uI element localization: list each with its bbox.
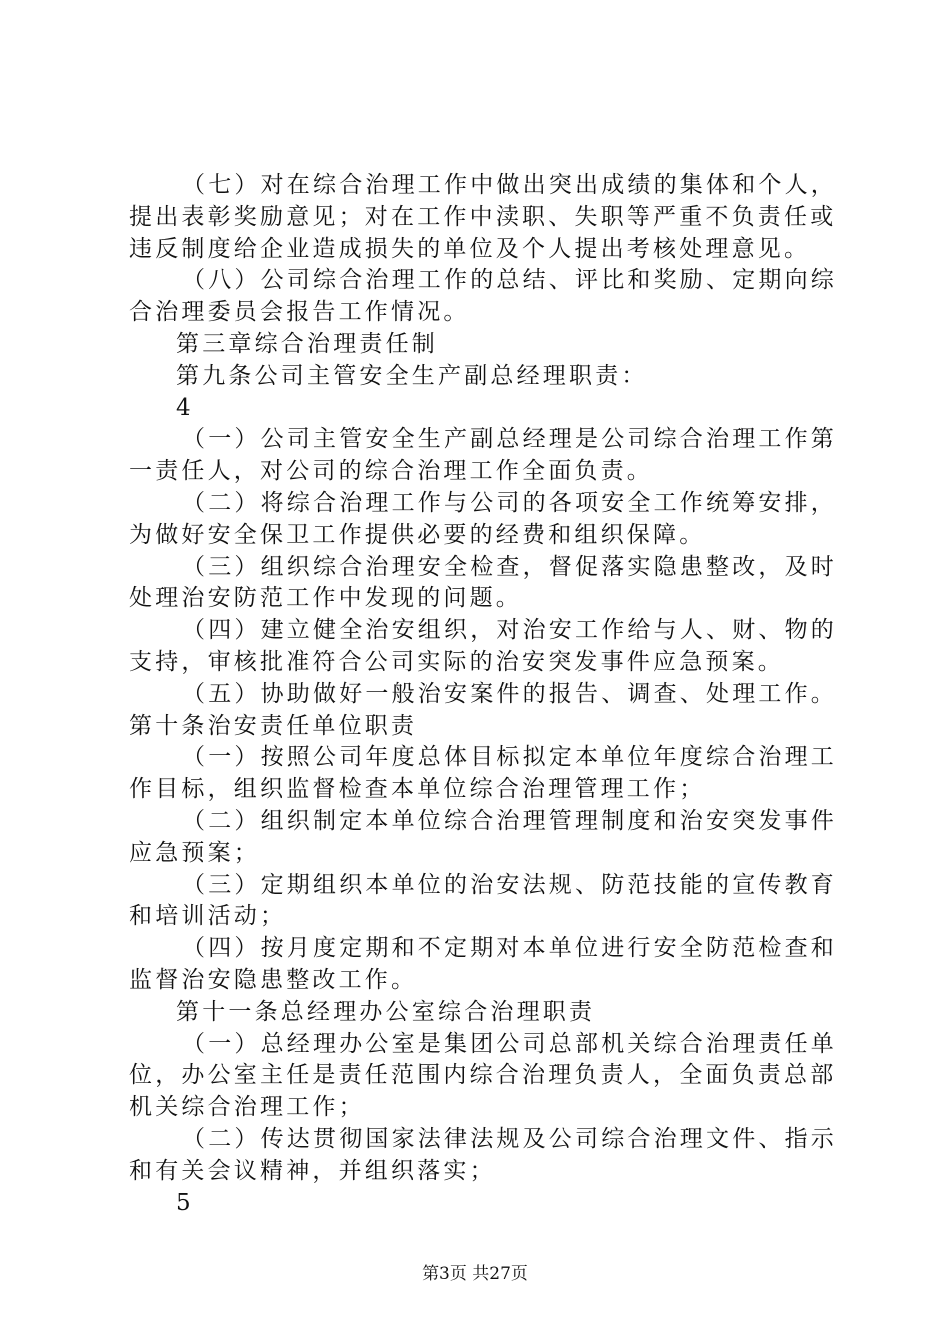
paragraph-line: 机关综合治理工作； bbox=[129, 1094, 365, 1121]
paragraph-line: （五）协助做好一般治安案件的报告、调查、处理工作。 bbox=[182, 680, 837, 707]
paragraph-line: 和有关会议精神，并组织落实； bbox=[129, 1157, 496, 1184]
page-footer: 第3页 共27页 bbox=[422, 1264, 528, 1284]
paragraph-line: 违反制度给企业造成损失的单位及个人提出考核处理意见。 bbox=[129, 235, 811, 262]
paragraph-line: （一）总经理办公室是集团公司总部机关综合治理责任单 bbox=[182, 1030, 837, 1057]
paragraph-line: （八）公司综合治理工作的总结、评比和奖励、定期向综 bbox=[182, 267, 837, 294]
paragraph-line: 位，办公室主任是责任范围内综合治理负责人，全面负责总部 bbox=[129, 1062, 837, 1089]
paragraph-line: （四）按月度定期和不定期对本单位进行安全防范检查和 bbox=[182, 935, 837, 962]
paragraph-line: 合治理委员会报告工作情况。 bbox=[129, 299, 470, 326]
paragraph-line: （二）组织制定本单位综合治理管理制度和治安突发事件 bbox=[182, 807, 837, 834]
article-heading: 第十一条总经理办公室综合治理职责 bbox=[176, 998, 596, 1025]
paragraph-line: （二）传达贯彻国家法律法规及公司综合治理文件、指示 bbox=[182, 1125, 837, 1152]
article-heading: 第十条治安责任单位职责 bbox=[129, 712, 418, 739]
paragraph-line: 一责任人，对公司的综合治理工作全面负责。 bbox=[129, 458, 653, 485]
paragraph-line: 和培训活动； bbox=[129, 903, 287, 930]
paragraph-line: （二）将综合治理工作与公司的各项安全工作统筹安排， bbox=[182, 489, 837, 516]
paragraph-line: 应急预案； bbox=[129, 839, 260, 866]
paragraph-line: 处理治安防范工作中发现的问题。 bbox=[129, 585, 522, 612]
chapter-heading: 第三章综合治理责任制 bbox=[176, 330, 438, 357]
paragraph-line: （三）定期组织本单位的治安法规、防范技能的宣传教育 bbox=[182, 871, 837, 898]
page-number-marker: 4 bbox=[176, 394, 194, 421]
paragraph-line: （三）组织综合治理安全检查，督促落实隐患整改，及时 bbox=[182, 553, 837, 580]
paragraph-line: （七）对在综合治理工作中做出突出成绩的集体和个人， bbox=[182, 172, 837, 198]
paragraph-line: （一）公司主管安全生产副总经理是公司综合治理工作第 bbox=[182, 426, 837, 453]
document-body bbox=[129, 170, 837, 1219]
paragraph-line: 为做好安全保卫工作提供必要的经费和组织保障。 bbox=[129, 521, 706, 548]
paragraph-line: 支持，审核批准符合公司实际的治安突发事件应急预案。 bbox=[129, 648, 784, 675]
paragraph-line: 监督治安隐患整改工作。 bbox=[129, 966, 418, 993]
paragraph-line: 作目标，组织监督检查本单位综合治理管理工作； bbox=[129, 776, 706, 803]
paragraph-line: 提出表彰奖励意见；对在工作中渎职、失职等严重不负责任或 bbox=[129, 203, 837, 230]
paragraph-line: （一）按照公司年度总体目标拟定本单位年度综合治理工 bbox=[182, 744, 837, 771]
article-heading: 第九条公司主管安全生产副总经理职责： bbox=[176, 362, 648, 389]
paragraph-line: （四）建立健全治安组织，对治安工作给与人、财、物的 bbox=[182, 617, 837, 644]
page-number-marker: 5 bbox=[176, 1189, 194, 1216]
